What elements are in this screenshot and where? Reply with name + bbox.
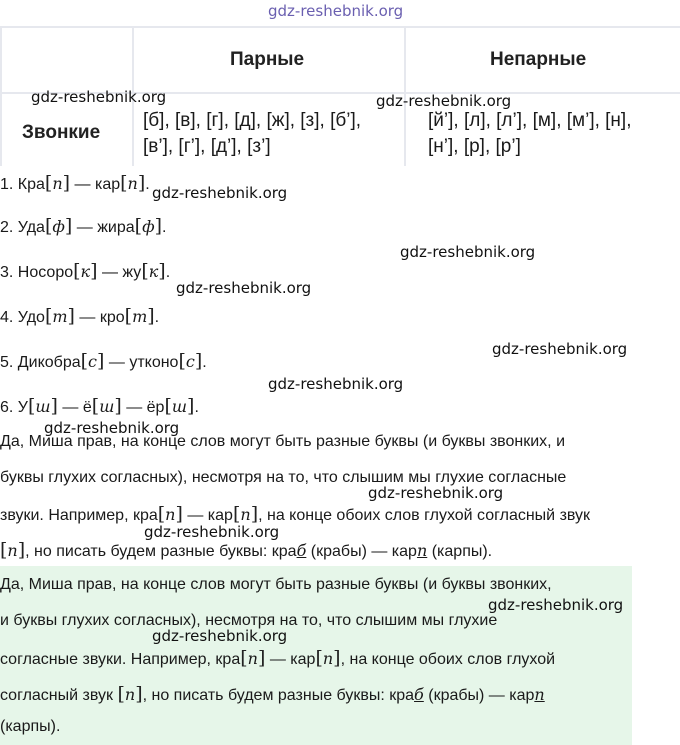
watermark: gdz-reshebnik.org (152, 627, 288, 645)
sound: т (52, 307, 68, 326)
watermark: gdz-reshebnik.org (268, 375, 404, 393)
sound: т (132, 307, 148, 326)
list-item: 3. Носоро[к] — жу[к]. (0, 260, 171, 282)
column-header-unpaired: Непарные (490, 49, 587, 70)
unpaired-sounds-line-1: [й’], [л], [л’], [м], [м’], [н], (428, 110, 632, 131)
list-item: 1. Кра[п] — кар[п]. (0, 172, 150, 194)
watermark: gdz-reshebnik.org (176, 279, 312, 297)
sound: с (88, 352, 97, 371)
watermark: gdz-reshebnik.org (44, 419, 180, 437)
watermark: gdz-reshebnik.org (31, 88, 167, 106)
list-item: 2. Уда[ф] — жира[ф]. (0, 215, 167, 237)
sound: п (7, 541, 18, 560)
sound: п (240, 505, 251, 524)
word-part: — ёр (121, 399, 165, 416)
word-part: жира (97, 219, 135, 236)
sound: ф (142, 217, 155, 236)
watermark: gdz-reshebnik.org (400, 243, 536, 261)
item-number: 6. (0, 399, 14, 416)
sound: к (80, 262, 91, 281)
dash: — (74, 309, 100, 326)
unpaired-sounds-line-2: [н’], [р], [р’] (428, 136, 521, 157)
list-item: 6. У[ш] — ё[ш] — ёр[ш]. (0, 395, 199, 417)
sound: ф (52, 217, 65, 236)
answer-line: Да, Миша прав, на конце слов могут быть разные буквы (и буквы звонких, (0, 576, 552, 593)
answer-line: звуки. Например, кра[п] — кар[п], на конце обоих слов глухой согласный звук (0, 503, 591, 525)
underlined-letter: п (416, 541, 428, 560)
item-number: 5. (0, 354, 14, 371)
dash: — (72, 219, 98, 236)
word-part: — ё (57, 399, 92, 416)
sound: п (52, 174, 63, 193)
paired-sounds-line-1: [б], [в], [г], [д], [ж], [з], [б’], (143, 110, 362, 131)
sound: к (148, 262, 159, 281)
word-part: Кра (17, 176, 45, 193)
word-part: кро (99, 309, 125, 326)
sound: ш (171, 397, 188, 416)
word-part: Уда (17, 219, 45, 236)
watermark: gdz-reshebnik.org (376, 92, 512, 110)
word-part: Носоро (17, 264, 74, 281)
answer-line: [п], но писать будем разные буквы: краб (крабы) — карп (карпы). (0, 539, 493, 561)
sound: п (322, 649, 334, 668)
table-divider (0, 28, 2, 166)
watermark: gdz-reshebnik.org (368, 484, 504, 502)
answer-line: Да, Миша прав, на конце слов могут быть разные буквы (и буквы звонких, и (0, 433, 565, 450)
underlined-letter: п (534, 685, 545, 704)
paired-sounds-line-2: [в’], [г’], [д’], [з’] (143, 136, 271, 157)
answer-line: буквы глухих согласных), несмотря на то, что слышим мы глухие согласные (0, 469, 567, 486)
sound: ш (35, 397, 51, 416)
list-item: 5. Дикобра[с] — утконо[с]. (0, 350, 207, 372)
underlined-letter: б (414, 685, 424, 704)
answer-line: согласный звук [п], но писать будем разные буквы: краб (крабы) — карп (0, 683, 545, 705)
item-number: 4. (0, 309, 14, 326)
dash: — (104, 354, 130, 371)
row-label-voiced: Звонкие (22, 122, 101, 143)
word-part: У (17, 399, 28, 416)
sound: п (247, 649, 258, 668)
word-part: Удо (17, 309, 45, 326)
watermark-top: gdz-reshebnik.org (268, 2, 404, 20)
word-part: Дикобра (17, 354, 81, 371)
sound: п (127, 174, 138, 193)
sound: с (185, 352, 195, 371)
sound: п (124, 685, 136, 704)
dash: — (70, 176, 95, 193)
answer-line: и буквы глухих согласных), несмотря на то, что слышим мы глухие (0, 612, 498, 629)
item-number: 3. (0, 264, 14, 281)
item-number: 1. (0, 176, 14, 193)
word-part: кар (94, 176, 121, 193)
watermark: gdz-reshebnik.org (488, 596, 624, 614)
watermark: gdz-reshebnik.org (492, 340, 628, 358)
word-part: утконо (129, 354, 179, 371)
item-number: 2. (0, 219, 14, 236)
watermark: gdz-reshebnik.org (152, 184, 288, 202)
answer-line: (карпы). (0, 718, 61, 735)
list-item: 4. Удо[т] — кро[т]. (0, 305, 160, 327)
sound: п (165, 505, 176, 524)
underlined-letter: б (296, 541, 307, 560)
dash: — (97, 264, 123, 281)
answer-line: согласные звуки. Например, кра[п] — кар[п], на конце обоих слов глухой (0, 647, 556, 669)
watermark: gdz-reshebnik.org (144, 523, 280, 541)
sound: ш (99, 397, 115, 416)
column-header-paired: Парные (230, 49, 305, 70)
word-part: жу (122, 264, 142, 281)
